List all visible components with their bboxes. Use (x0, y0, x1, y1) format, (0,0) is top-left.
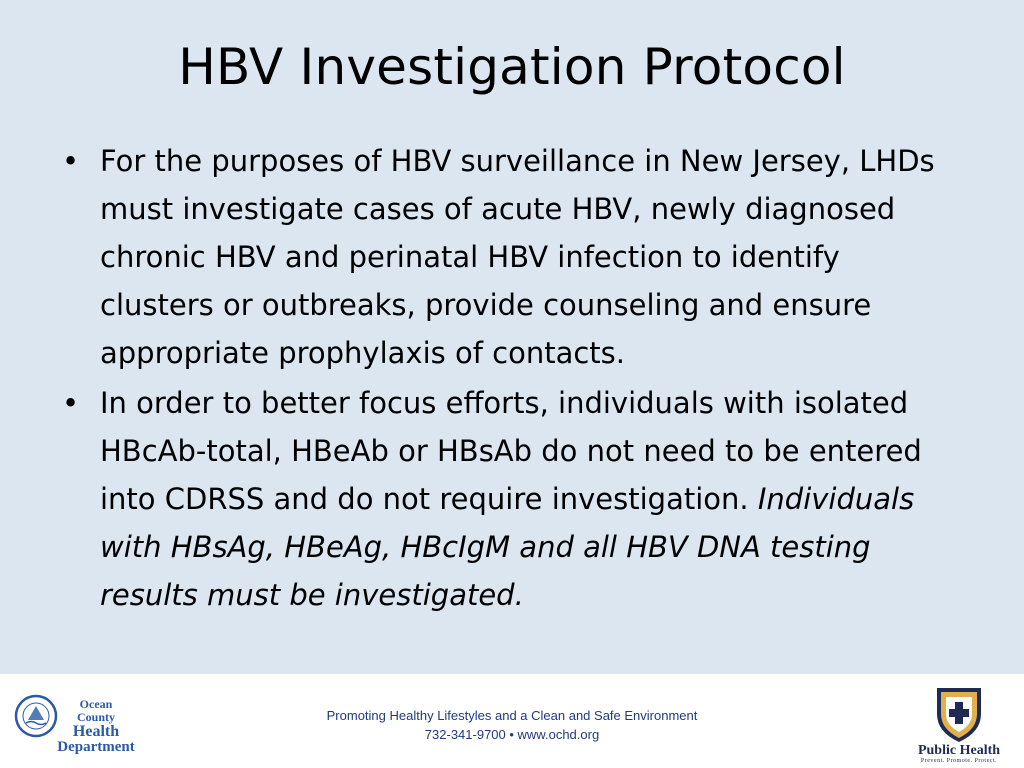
bullet-list (62, 137, 962, 621)
footer-text-block (262, 706, 762, 744)
county-seal-icon (14, 694, 58, 738)
bullet-item (62, 137, 962, 377)
logo-line-health: Health (72, 723, 120, 740)
bullet-dot-icon: • (62, 386, 80, 420)
logo-line-county: County (76, 710, 115, 724)
ocean-county-wordmark (56, 698, 136, 755)
ocean-county-health-logo (14, 694, 135, 758)
footer-contact: 732-341-9700 • www.ochd.org (424, 727, 600, 742)
public-health-name: Public Health (917, 743, 1001, 758)
logo-line-department: Department (57, 739, 135, 755)
public-health-tagline: Prevent. Promote. Protect. (920, 758, 998, 764)
bullet-emphasis-text: Individuals with HBsAg, HBeAg, HBcIgM and all HBV DNA testing results must be investigated. (100, 482, 915, 612)
public-health-logo (904, 684, 1014, 766)
slide-title: HBV Investigation Protocol (178, 38, 846, 96)
slide-footer (0, 674, 1024, 768)
footer-tagline: Promoting Healthy Lifestyles and a Clean and Safe Environment (326, 708, 698, 723)
logo-line-ocean: Ocean (79, 697, 113, 711)
bullet-item (62, 379, 962, 619)
bullet-text: In order to better focus efforts, individuals with isolated HBcAb-total, HBeAb or HBsAb do not need to be entered into CDRSS and do not require investigation. (100, 386, 922, 516)
bullet-dot-icon: • (62, 144, 80, 178)
public-health-shield-icon (904, 684, 1014, 744)
bullet-text: For the purposes of HBV surveillance in New Jersey, LHDs must investigate cases of acute HBV, newly diagnosed chronic HBV and perinatal HBV infection to identify clusters or outbreaks, provide counseling and ensure appropriate prophylaxis of contacts. (100, 144, 935, 370)
